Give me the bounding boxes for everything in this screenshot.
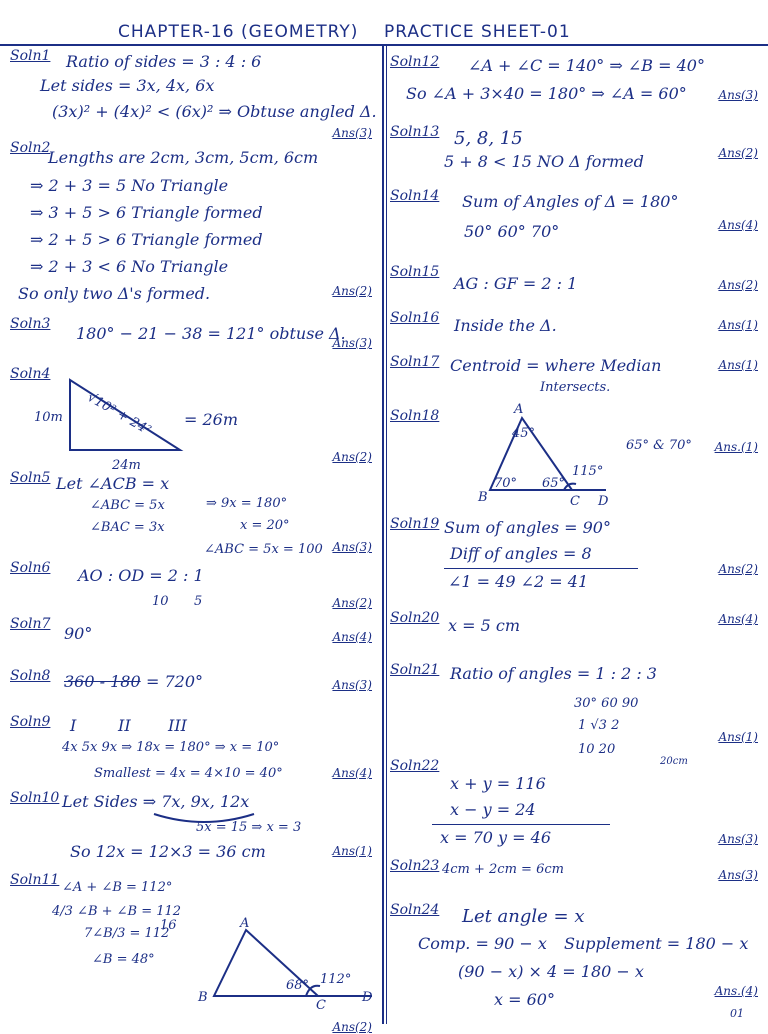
underline-rule [432,824,610,825]
solution-label: Soln18 [390,408,440,424]
answer-mark: Ans(2) [718,278,758,292]
answer-mark: Ans(2) [718,562,758,576]
solution-line: 20cm [660,756,688,767]
solution-line: So 12x = 12×3 = 36 cm [70,842,266,861]
solution-line: Ratio of sides = 3 : 4 : 6 [66,52,262,71]
answer-mark: Ans.(4) [714,984,758,998]
column-divider [382,44,384,1024]
solution-line: ⇒ 9x = 180° [206,496,288,511]
solution-line: Let Sides ⇒ 7x, 9x, 12x [62,792,250,811]
solution-line: ∠ABC = 5x [90,498,165,513]
solution-label: Soln6 [10,560,51,576]
solution-label: Soln13 [390,124,440,140]
solution-line: Supplement = 180 − x [564,934,749,953]
vertex-label: D [598,494,609,509]
solution-line: = 720° [146,672,204,691]
solution-label: Soln16 [390,310,440,326]
solution-line: Let sides = 3x, 4x, 6x [40,76,215,95]
solution-label: Soln24 [390,902,440,918]
solution-line: 5x = 15 ⇒ x = 3 [196,820,302,835]
angle-label: 115° [572,464,604,479]
solution-line: (3x)² + (4x)² < (6x)² ⇒ Obtuse angled Δ. [52,102,377,121]
solution-label: Soln17 [390,354,440,370]
solution-line: So only two Δ's formed. [18,284,211,303]
solution-line: x = 60° [494,990,555,1009]
solution-line: Smallest = 4x = 4×10 = 40° [94,766,283,781]
solution-line: 90° [64,624,93,643]
angle-label: 65° [542,476,566,491]
part-heading: I [70,716,77,735]
solution-line: 180° − 21 − 38 = 121° obtuse Δ. [76,324,346,343]
solution-line: Lengths are 2cm, 3cm, 5cm, 6cm [48,148,319,167]
solution-line: ⇒ 3 + 5 > 6 Triangle formed [30,203,263,222]
answer-mark: Ans(4) [332,766,372,780]
solution-line: 16 [160,918,177,933]
answer-mark: Ans(1) [718,318,758,332]
struck-text: 360 - 180 [64,672,141,691]
solution-line: x − y = 24 [450,800,536,819]
answer-mark: Ans(3) [332,678,372,692]
solution-line: Inside the Δ. [454,316,557,335]
solution-line: 4x 5x 9x ⇒ 18x = 180° ⇒ x = 10° [62,740,280,755]
side-label: 10m [34,410,63,425]
solution-label: Soln7 [10,616,51,632]
vertex-label: A [240,916,250,931]
answer-mark: Ans(2) [332,284,372,298]
solution-line: ∠ABC = 5x = 100 [204,542,323,557]
angle-label: 70° [494,476,518,491]
answer-mark: Ans(1) [718,358,758,372]
solution-label: Soln20 [390,610,440,626]
base-label: 24m [112,458,141,473]
answer-mark: Ans(1) [718,730,758,744]
solution-line: ∠A + ∠C = 140° ⇒ ∠B = 40° [468,56,705,75]
angle-label: 45° [512,426,536,441]
sheet-title: PRACTICE SHEET-01 [384,22,571,42]
solution-line: x = 70 y = 46 [440,828,552,847]
solution-line: Let ∠ACB = x [56,474,170,493]
solution-line: 4/3 ∠B + ∠B = 112 [52,904,182,919]
result-text: = 26m [184,410,239,429]
solution-line: ⇒ 2 + 5 > 6 Triangle formed [30,230,263,249]
vertex-label: B [198,990,208,1005]
solution-line: (90 − x) × 4 = 180 − x [458,962,644,981]
solution-line: x + y = 116 [450,774,546,793]
solution-label: Soln3 [10,316,51,332]
answer-mark: Ans(3) [332,336,372,350]
answer-mark: Ans(2) [332,596,372,610]
hypotenuse-label: √10² + 24² [84,390,154,439]
solution-line: ∠B = 48° [92,952,155,967]
answer-mark: Ans(3) [718,868,758,882]
solution-line: 10 20 [578,742,616,757]
solution-label: Soln23 [390,858,440,874]
solution-label: Soln5 [10,470,51,486]
answer-mark: Ans(2) [718,146,758,160]
solution-label: Soln14 [390,188,440,204]
sheet-header [0,14,768,44]
solution-line: 65° & 70° [626,438,692,453]
solution-label: Soln15 [390,264,440,280]
solution-label: Soln2 [10,140,51,156]
solution-line: 50° 60° 70° [464,222,560,241]
header-rule [0,44,768,46]
solution-label: Soln19 [390,516,440,532]
solution-label: Soln8 [10,668,51,684]
solution-line: Diff of angles = 8 [450,544,592,563]
solution-line: Comp. = 90 − x [418,934,547,953]
od-value: 5 [194,594,203,609]
solution-line: Let angle = x [462,906,585,927]
solution-line: 30° 60 90 [574,696,639,711]
solution-line: ⇒ 2 + 3 = 5 No Triangle [30,176,229,195]
solution-label: Soln22 [390,758,440,774]
angle-label: 112° [320,972,352,987]
solution-line: ∠BAC = 3x [90,520,165,535]
solution-line: Sum of angles = 90° [444,518,611,537]
answer-mark: Ans(4) [718,612,758,626]
solution-line: So ∠A + 3×40 = 180° ⇒ ∠A = 60° [406,84,687,103]
solution-line: Intersects. [540,380,611,395]
part-heading: II [118,716,131,735]
part-heading: III [168,716,187,735]
solution-line: 4cm + 2cm = 6cm [442,862,564,877]
solution-label: Soln4 [10,366,51,382]
solution-line: 5 + 8 < 15 NO Δ formed [444,152,644,171]
answer-mark: Ans(4) [332,630,372,644]
solution-line: x = 20° [240,518,290,533]
solution-line: 1 √3 2 [578,718,620,733]
solution-line: AO : OD = 2 : 1 [78,566,204,585]
solution-line: ∠1 = 49 ∠2 = 41 [448,572,589,591]
page-code: 01 [730,1007,744,1020]
column-divider-inner [386,44,387,1024]
solution-label: Soln9 [10,714,51,730]
chapter-title: CHAPTER-16 (GEOMETRY) [118,22,359,42]
solution-line: Centroid = where Median [450,356,662,375]
answer-mark: Ans(3) [332,126,372,140]
answer-mark: Ans(1) [332,844,372,858]
answer-mark: Ans(3) [718,88,758,102]
angle-label: 68° [286,978,310,993]
ao-value: 10 [152,594,169,609]
answer-mark: Ans(2) [332,1020,372,1034]
solution-label: Soln10 [10,790,60,806]
answer-mark: Ans(3) [718,832,758,846]
vertex-label: D [362,990,373,1005]
solution-line: ⇒ 2 + 3 < 6 No Triangle [30,257,229,276]
vertex-label: A [514,402,524,417]
solution-line: x = 5 cm [448,616,520,635]
solution-line: ∠A + ∠B = 112° [62,880,173,895]
vertex-label: C [316,998,326,1013]
solution-label: Soln12 [390,54,440,70]
solution-line: AG : GF = 2 : 1 [454,274,578,293]
answer-mark: Ans(2) [332,450,372,464]
answer-mark: Ans(3) [332,540,372,554]
solution-line: 7∠B/3 = 112 [84,926,170,941]
answer-mark: Ans.(1) [714,440,758,454]
solution-label: Soln1 [10,48,51,64]
vertex-label: C [570,494,580,509]
solution-label: Soln11 [10,872,60,888]
underline-rule [444,568,638,569]
answer-mark: Ans(4) [718,218,758,232]
vertex-label: B [478,490,488,505]
solution-line: 5, 8, 15 [454,128,523,149]
solution-label: Soln21 [390,662,440,678]
solution-line: Ratio of angles = 1 : 2 : 3 [450,664,657,683]
solution-line: Sum of Angles of Δ = 180° [462,192,679,211]
